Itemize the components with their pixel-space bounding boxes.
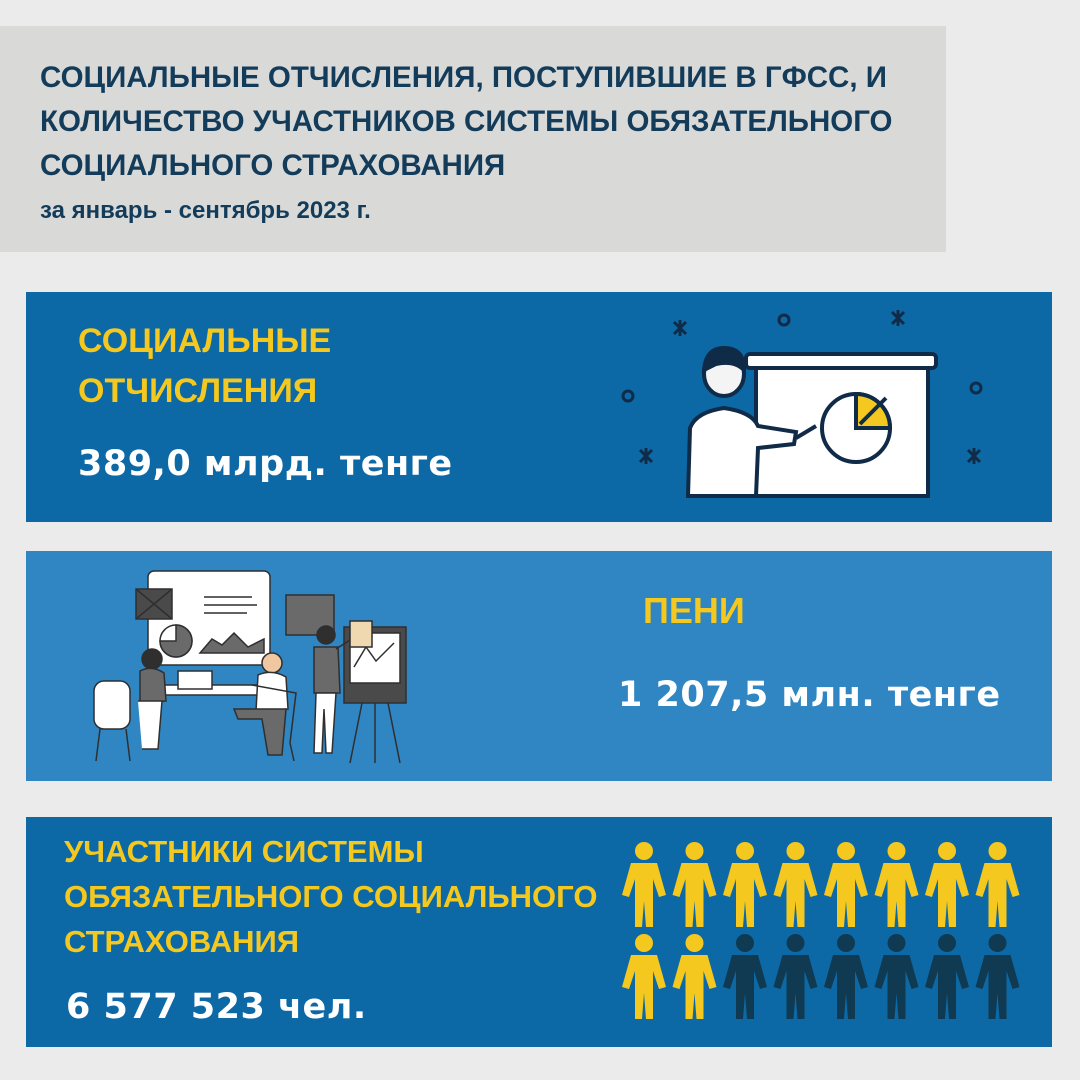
person-icon-highlighted xyxy=(925,842,969,927)
person-icon-highlighted xyxy=(774,842,818,927)
person-icon xyxy=(875,934,919,1019)
person-icon-highlighted xyxy=(622,842,666,927)
person-icon-highlighted xyxy=(622,934,666,1019)
person-icon xyxy=(723,934,767,1019)
person-icon xyxy=(774,934,818,1019)
penalties-value: 1 207,5 млн. тенге xyxy=(618,675,1001,715)
participants-label: УЧАСТНИКИ СИСТЕМЫ ОБЯЗАТЕЛЬНОГО СОЦИАЛЬНОГО СТРАХОВАНИЯ xyxy=(64,834,598,959)
person-icon-highlighted xyxy=(875,842,919,927)
page-subtitle: за январь - сентябрь 2023 г. xyxy=(40,197,371,224)
person-icon-highlighted xyxy=(976,842,1020,927)
person-icon-highlighted xyxy=(673,842,717,927)
participants-card xyxy=(26,817,1052,1047)
contributions-value: 389,0 млрд. тенге xyxy=(78,444,453,484)
person-icon-highlighted xyxy=(673,934,717,1019)
contributions-label: СОЦИАЛЬНЫЕ ОТЧИСЛЕНИЯ xyxy=(78,322,332,410)
person-icon xyxy=(925,934,969,1019)
person-icon xyxy=(976,934,1020,1019)
presenter-pie-chart-icon xyxy=(616,308,1016,508)
person-icon-highlighted xyxy=(824,842,868,927)
person-icon xyxy=(824,934,868,1019)
contributions-card xyxy=(26,292,1052,522)
people-grid-icon xyxy=(620,841,1040,1021)
penalties-card xyxy=(26,551,1052,781)
page-title: СОЦИАЛЬНЫЕ ОТЧИСЛЕНИЯ, ПОСТУПИВШИЕ В ГФСС, И КОЛИЧЕСТВО УЧАСТНИКОВ СИСТЕМЫ ОБЯЗАТЕЛЬНОГО СОЦИАЛЬНОГО СТРАХОВАНИЯ xyxy=(40,61,893,182)
participants-value: 6 577 523 чел. xyxy=(66,987,367,1027)
person-icon-highlighted xyxy=(723,842,767,927)
team-meeting-illustration xyxy=(82,569,422,765)
penalties-label: ПЕНИ xyxy=(643,590,745,631)
